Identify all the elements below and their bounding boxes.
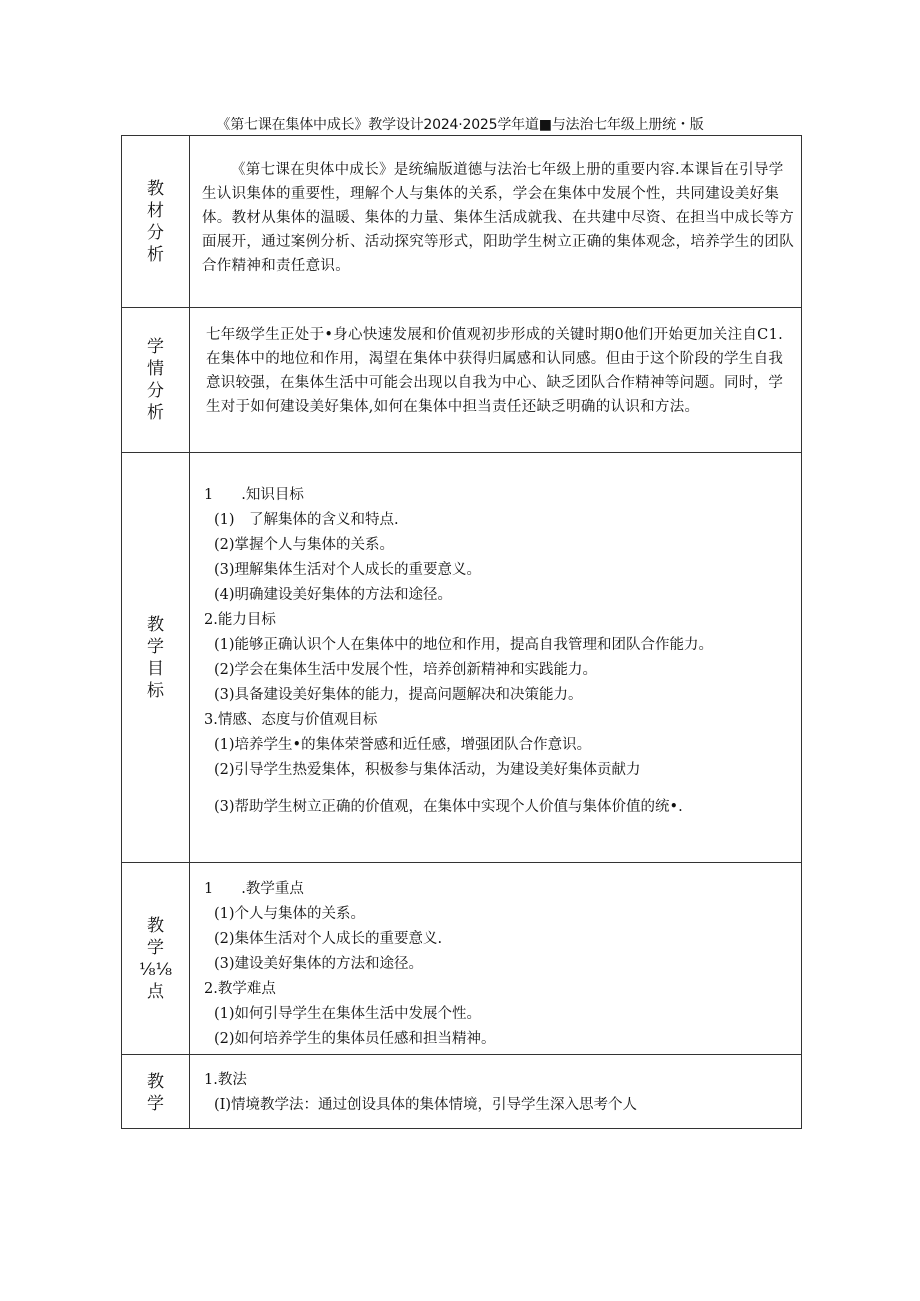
label-char: 教 <box>147 178 164 199</box>
label-char: 目 <box>147 658 164 679</box>
list-item: (2)如何培养学生的集体员任感和担当精神。 <box>214 1031 496 1047</box>
label-char: 学 <box>147 636 164 657</box>
keypoint-title: .教学重点 <box>241 881 304 897</box>
list-item: (3)帮助学生树立正确的价值观，在集体中实现个人价值与集体价值的统•. <box>214 799 683 815</box>
label-char: 分 <box>147 222 164 243</box>
list-item: (3)建设美好集体的方法和途径。 <box>214 956 424 972</box>
goal-heading-knowledge <box>190 483 801 508</box>
goal-heading-values: 3.情感、态度与价值观目标 <box>204 712 378 728</box>
label-char: 点 <box>147 981 164 1002</box>
goal-title: .知识目标 <box>241 487 304 503</box>
label-char: 学 <box>147 337 164 357</box>
list-item: (2)集体生活对个人成长的重要意义. <box>214 931 443 947</box>
list-item: (2)引导学生热爱集体，积极参与集体活动，为建设美好集体贡献力 <box>214 762 641 778</box>
label-char: 材 <box>147 200 164 221</box>
list-item: (I)情境教学法：通过创设具体的集体情境，引导学生深入思考个人 <box>214 1097 638 1113</box>
list-item: (3)具备建设美好集体的能力，提高问题解决和决策能力。 <box>214 687 583 703</box>
method-heading: 1.教法 <box>204 1072 247 1088</box>
label-teaching-goals <box>122 453 190 863</box>
keypoint-heading-focus <box>190 877 801 902</box>
label-char: 标 <box>147 680 164 701</box>
keypoint-number: 1 <box>204 881 214 897</box>
lesson-plan-table <box>121 135 802 1129</box>
list-item: (1)能够正确认识个人在集体中的地位和作用，提高自我管理和团队合作能力。 <box>214 637 714 653</box>
list-item: (2)学会在集体生活中发展个性，培养创新精神和实践能力。 <box>214 662 598 678</box>
document-title: 《第七课在集体中成长》教学设计2024·2025学年道■与法治七年级上册统・版 <box>216 117 704 133</box>
label-char: 析 <box>147 244 164 265</box>
label-char: 学 <box>147 937 164 958</box>
label-char: ⅛⅛ <box>139 959 172 980</box>
row-teaching-goals <box>122 453 802 863</box>
content-material-analysis <box>190 136 802 308</box>
list-item: (1) 了解集体的含义和特点. <box>214 512 399 528</box>
label-student-analysis <box>122 308 190 453</box>
goal-heading-ability: 2.能力目标 <box>204 612 276 628</box>
content-key-points <box>190 863 802 1055</box>
list-item: (3)理解集体生活对个人成长的重要意义。 <box>214 562 482 578</box>
label-char: 情 <box>147 359 164 379</box>
row-teaching-methods <box>122 1055 802 1129</box>
content-teaching-goals <box>190 453 802 863</box>
list-item: (1)个人与集体的关系。 <box>214 906 366 922</box>
label-teaching-methods <box>122 1055 190 1129</box>
label-char: 教 <box>147 915 164 936</box>
label-char: 教 <box>147 614 164 635</box>
label-char: 析 <box>147 403 164 423</box>
keypoint-heading-difficulty: 2.教学难点 <box>204 981 276 997</box>
label-char: 分 <box>147 381 164 401</box>
list-item: (4)明确建设美好集体的方法和途径。 <box>214 587 453 603</box>
student-analysis-text: 七年级学生正处于•身心快速发展和价值观初步形成的关键时期0他们开始更加关注自C1.在集体中的地位和作用，渴望在集体中获得归属感和认同感。但由于这个阶段的学生自我意识较强，在集体生活中可能会出现以自我为中心、缺乏团队合作精神等问题。同时，学生对于如何建设美好集体,如何在集体中担当责任还缺乏明确的认识和方法。 <box>206 327 784 415</box>
content-student-analysis <box>190 308 802 453</box>
row-key-points <box>122 863 802 1055</box>
label-key-points <box>122 863 190 1055</box>
list-item: (1)培养学生•的集体荣誉感和近任感，增强团队合作意识。 <box>214 737 592 753</box>
row-student-analysis <box>122 308 802 453</box>
goal-number: 1 <box>204 487 214 503</box>
material-analysis-text: 《第七课在臾体中成长》是统编版道德与法治七年级上册的重要内容.本课旨在引导学生认识集体的重要性，理解个人与集体的关系，学会在集体中发展个性，共同建设美好集体。教材从集体的温暖、集体的力量、集体生活成就我、在共建中尽资、在担当中成长等方面展开，通过案例分析、活动探究等形式，阳助学生树立正确的集体观念，培养学生的团队合作精神和责任意识。 <box>202 162 794 274</box>
label-char: 教 <box>147 1072 164 1092</box>
label-material-analysis <box>122 136 190 308</box>
label-char: 学 <box>147 1094 164 1114</box>
content-teaching-methods <box>190 1055 802 1129</box>
list-item: (2)掌握个人与集体的关系。 <box>214 537 395 553</box>
row-material-analysis <box>122 136 802 308</box>
list-item: (1)如何引导学生在集体生活中发展个性。 <box>214 1006 482 1022</box>
